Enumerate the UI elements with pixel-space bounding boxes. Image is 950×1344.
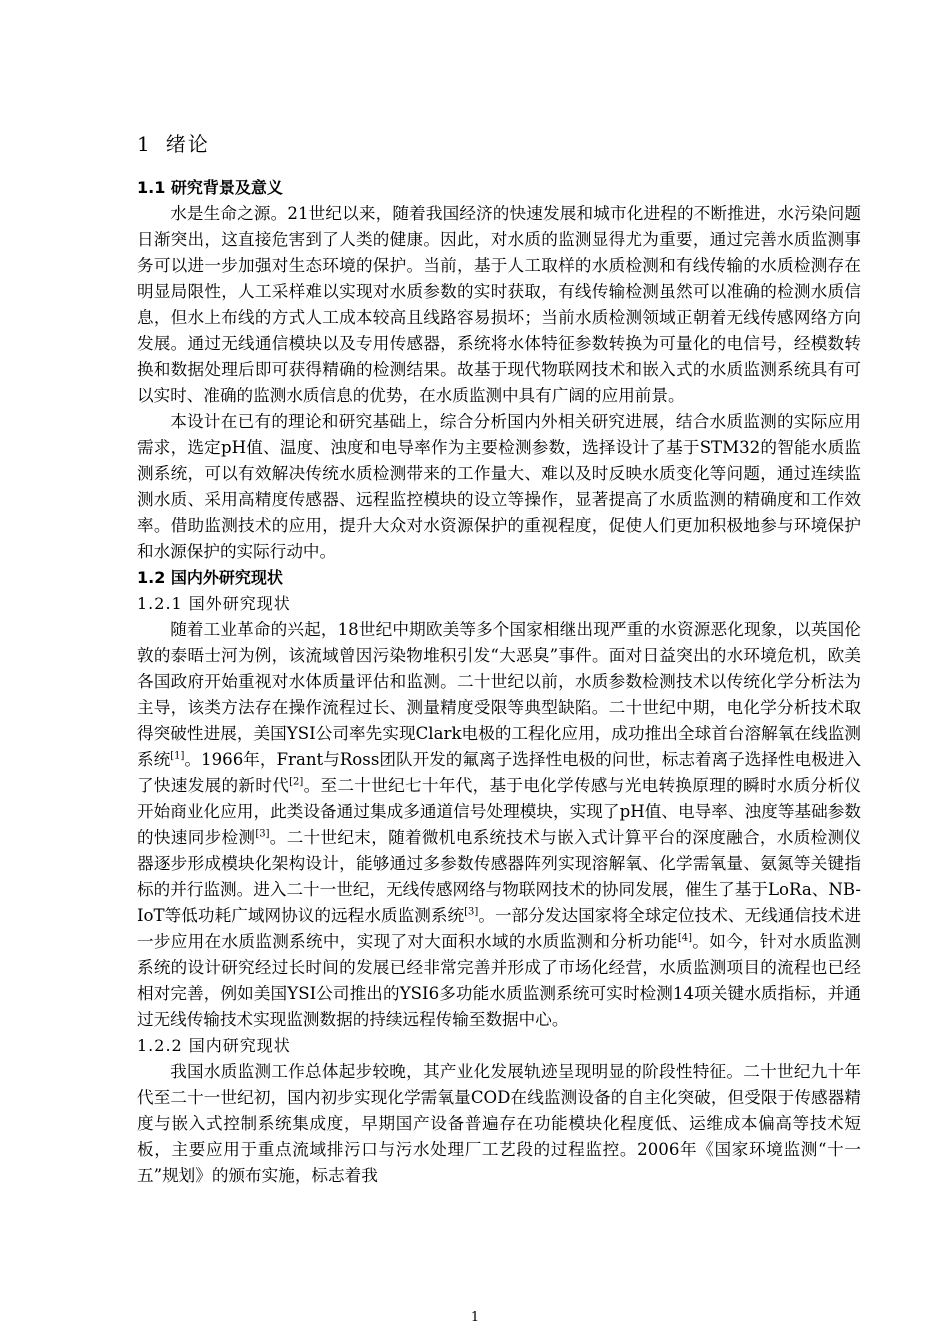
paragraph-text: 。一部分发达国家将全球定位技术、无线通信技术进一步应用在水质监测系统中，实现了对大面积水域的水质监测和分析功能 — [137, 906, 861, 951]
paragraph-text: 。如今，针对水质监测系统的设计研究经过长时间的发展已经非常完善并形成了市场化经营，水质监测项目的流程也已经相对完善，例如美国YSI公司推出的YSI6多功能水质监测系统可实时检测14项关键水质指标，并通过无线传输技术实现监测数据的持续远程传输至数据中心。 — [137, 932, 862, 1029]
paragraph: 我国水质监测工作总体起步较晚，其产业化发展轨迹呈现明显的阶段性特征。二十世纪九十年代至二十一世纪初，国内初步实现化学需氧量COD在线监测设备的自主化突破，但受限于传感器精度与嵌入式控制系统集成度，早期国产设备普遍存在功能模块化程度低、运维成本偏高等技术短板，主要应用于重点流域排污口与污水处理厂工艺段的过程监控。2006年《国家环境监测“十一五”规划》的颁布实施，标志着我 — [137, 1062, 861, 1185]
citation: [4] — [677, 932, 692, 944]
chapter-title-text: 绪论 — [165, 132, 210, 156]
citation: [1] — [170, 750, 185, 762]
paragraph-text: 。至二十世纪七十年代，基于电化学传感与光电转换原理的瞬时水质分析仪开始商业化应用，此类设备通过集成多通道信号处理模块，实现了pH值、电导率、浊度等基础参数的快速同步检测 — [137, 776, 862, 847]
page-number: 1 — [470, 1310, 480, 1325]
document-body — [137, 175, 861, 1189]
paragraph: 本设计在已有的理论和研究基础上，综合分析国内外相关研究进展，结合水质监测的实际应用需求，选定pH值、温度、浊度和电导率作为主要检测参数，选择设计了基于STM32的智能水质监测系统，可以有效解决传统水质检测带来的工作量大、难以及时反映水质变化等问题，通过连续监测水质、采用高精度传感器、远程监控模块的设立等操作，显著提高了水质监测的精确度和工作效率。借助监测技术的应用，提升大众对水资源保护的重视程度，促使人们更加积极地参与环境保护和水源保护的实际行动中。 — [137, 412, 861, 561]
paragraph-text: 随着工业革命的兴起，18世纪中期欧美等多个国家相继出现严重的水资源恶化现象，以英国伦敦的泰晤士河为例，该流域曾因污染物堆积引发“大恶臭”事件。面对日益突出的水环境危机，欧美各国政府开始重视对水体质量评估和监测。二十世纪以前，水质参数检测技术以传统化学分析法为主导，该类方法存在操作流程过长、测量精度受限等典型缺陷。二十世纪中期，电化学分析技术取得突破性进展，美国YSI公司率先实现Clark电极的工程化应用，成功推出全球首台溶解氧在线监测系统 — [137, 620, 861, 769]
citation: [3] — [255, 828, 270, 840]
chapter-title — [137, 128, 210, 157]
paragraph-text: 。二十世纪末，随着微机电系统技术与嵌入式计算平台的深度融合，水质检测仪器逐步形成模块化架构设计，能够通过多参数传感器阵列实现溶解氧、化学需氧量、氨氮等关键指标的并行监测。进入二十一世纪，无线传感网络与物联网技术的协同发展，催生了基于LoRa、NB-IoT等低功耗广域网协议的远程水质监测系统 — [137, 828, 862, 925]
paragraph: 水是生命之源。21世纪以来，随着我国经济的快速发展和城市化进程的不断推进，水污染问题日渐突出，这直接危害到了人类的健康。因此，对水质的监测显得尤为重要，通过完善水质监测事务可以进一步加强对生态环境的保护。当前，基于人工取样的水质检测和有线传输的水质检测存在明显局限性，人工采样难以实现对水质参数的实时获取，有线传输检测虽然可以准确的检测水质信息，但水上布线的方式人工成本较高且线路容易损坏；当前水质检测领域正朝着无线传感网络方向发展。通过无线通信模块以及专用传感器，系统将水体特征参数转换为可量化的电信号，经模数转换和数据处理后即可获得精确的检测结果。故基于现代物联网技术和嵌入式的水质监测系统具有可以实时、准确的监测水质信息的优势，在水质监测中具有广阔的应用前景。 — [137, 204, 861, 405]
subsection-heading-1-2-1: 1.2.1 国外研究现状 — [137, 594, 291, 613]
section-heading-1-2: 1.2 国内外研究现状 — [137, 568, 283, 587]
paragraph-text: 。1966年，Frant与Ross团队开发的氟离子选择性电极的问世，标志着离子选择性电极进入了快速发展的新时代 — [137, 750, 862, 795]
chapter-number: 1 — [137, 132, 152, 156]
subsection-heading-1-2-2: 1.2.2 国内研究现状 — [137, 1036, 291, 1055]
citation: [2] — [289, 776, 304, 788]
section-heading-1-1: 1.1 研究背景及意义 — [137, 178, 283, 197]
citation: [3] — [464, 906, 479, 918]
paragraph — [137, 617, 861, 1033]
